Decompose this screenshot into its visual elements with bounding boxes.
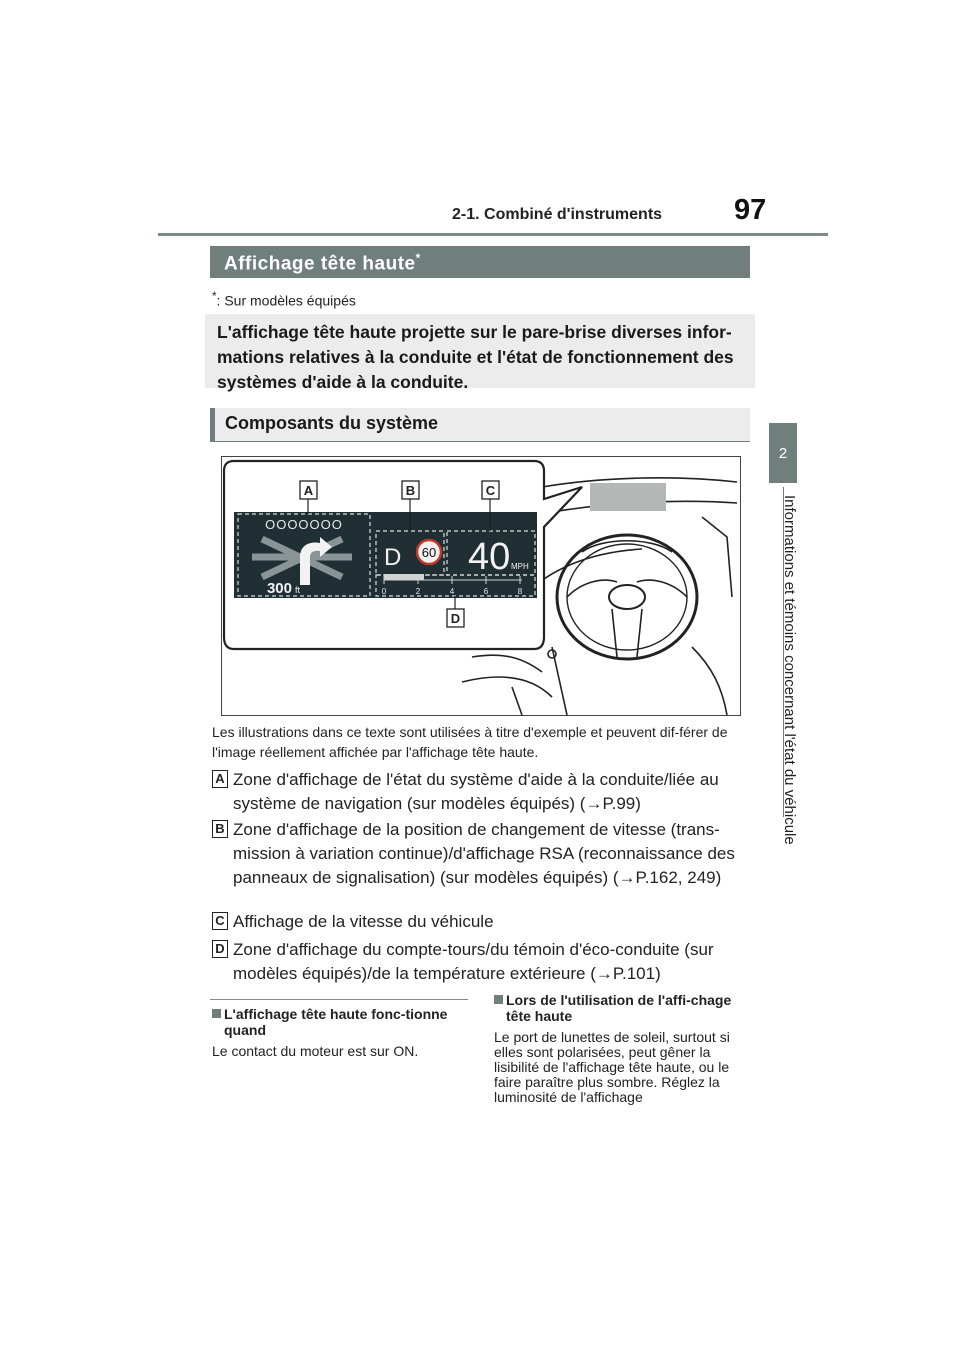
hud-speed-limit: 60 [421, 545, 437, 560]
chapter-number: 2 [778, 444, 788, 462]
note-body: Le contact du moteur est sur ON. [212, 1043, 419, 1059]
section-heading: 2-1. Combiné d'instruments [452, 206, 663, 223]
intro-text: L'affichage tête haute projette sur le pare-brise diverses infor-mations relatives à la conduite et l'état de fonctionnement des systèmes d'aide à la conduite. [217, 322, 734, 392]
subsection-rule [210, 441, 750, 442]
item-text: Zone d'affichage de l'état du système d'aide à la conduite/liée au système de navigation (sur modèles équipés) (→P.99) [233, 770, 719, 813]
bullet-square-icon [494, 995, 503, 1004]
footnote [212, 290, 356, 309]
list-item-d [212, 938, 757, 988]
list-item-a [212, 768, 757, 818]
tach-tick-label: 8 [517, 587, 523, 596]
note-left [212, 1006, 468, 1059]
tach-tick-label: 6 [483, 587, 489, 596]
intro-box [205, 314, 755, 392]
item-label: B [212, 820, 228, 838]
chapter-tab [769, 423, 797, 483]
hud-speed: 40 [468, 536, 511, 578]
note-title-text: L'affichage tête haute fonc-tionne quand [224, 1006, 448, 1038]
note-title [212, 1006, 468, 1038]
callout-label: C [485, 483, 496, 498]
section-title-bar [210, 246, 750, 278]
hud-illustration-svg [222, 457, 741, 716]
hud-speed-unit: MPH [511, 562, 529, 571]
page-number: 97 [734, 194, 767, 226]
footnote-text: : Sur modèles équipés [216, 292, 356, 309]
note-body: Le port de lunettes de soleil, surtout si elles sont polarisées, peut gêner la lisibilité de l'affichage tête haute, ou le faire paraître plus sombre. Réglez la luminosité de l'affichage [494, 1029, 730, 1105]
note-title [494, 992, 752, 1024]
column-rule [210, 999, 468, 1000]
bullet-square-icon [212, 1009, 221, 1018]
list-item-b [212, 818, 757, 914]
list-item-c [212, 910, 757, 936]
hud-indicator-circles: OOOOOOO [265, 517, 343, 532]
item-label: C [212, 912, 228, 930]
section-title [224, 251, 421, 275]
hud-projection-area [590, 483, 666, 511]
item-label: D [212, 940, 228, 958]
hud-distance: 300 [266, 580, 292, 597]
section-title-text: Affichage tête haute [224, 253, 416, 275]
chapter-title: Informations et témoins concernant l'état du véhicule [781, 495, 798, 845]
section-title-star: * [415, 251, 421, 265]
subsection-title: Composants du système [225, 413, 439, 433]
hud-gear: D [384, 544, 402, 571]
callout-label: A [303, 483, 314, 498]
hud-distance-unit: ft [295, 585, 301, 595]
callout-label: D [450, 611, 461, 626]
header-rule [158, 233, 828, 236]
note-title-text: Lors de l'utilisation de l'affi-chage tête haute [506, 992, 732, 1024]
item-text: Zone d'affichage de la position de changement de vitesse (trans-mission à variation continue)/d'affichage RSA (reconnaissance des panneaux de signalisation) (sur modèles équipés) (→P.162, 249) [233, 820, 735, 887]
illustration-caption: Les illustrations dans ce texte sont utilisées à titre d'exemple et peuvent dif-férer de l'image réellement affichée par l'affichage tête haute. [212, 724, 728, 760]
note-right [494, 992, 752, 1105]
footnote-star: * [212, 290, 217, 303]
tach-tick-label: 4 [449, 587, 455, 596]
callout-label: B [405, 483, 416, 498]
item-text: Affichage de la vitesse du véhicule [233, 912, 494, 931]
tach-tick-label: 2 [415, 587, 421, 596]
subsection-heading [210, 408, 750, 441]
hud-illustration [221, 456, 741, 716]
item-text: Zone d'affichage du compte-tours/du témoin d'éco-conduite (sur modèles équipés)/de la température extérieure (→P.101) [233, 940, 714, 983]
item-label: A [212, 770, 228, 788]
tach-tick-label: 0 [381, 587, 387, 596]
